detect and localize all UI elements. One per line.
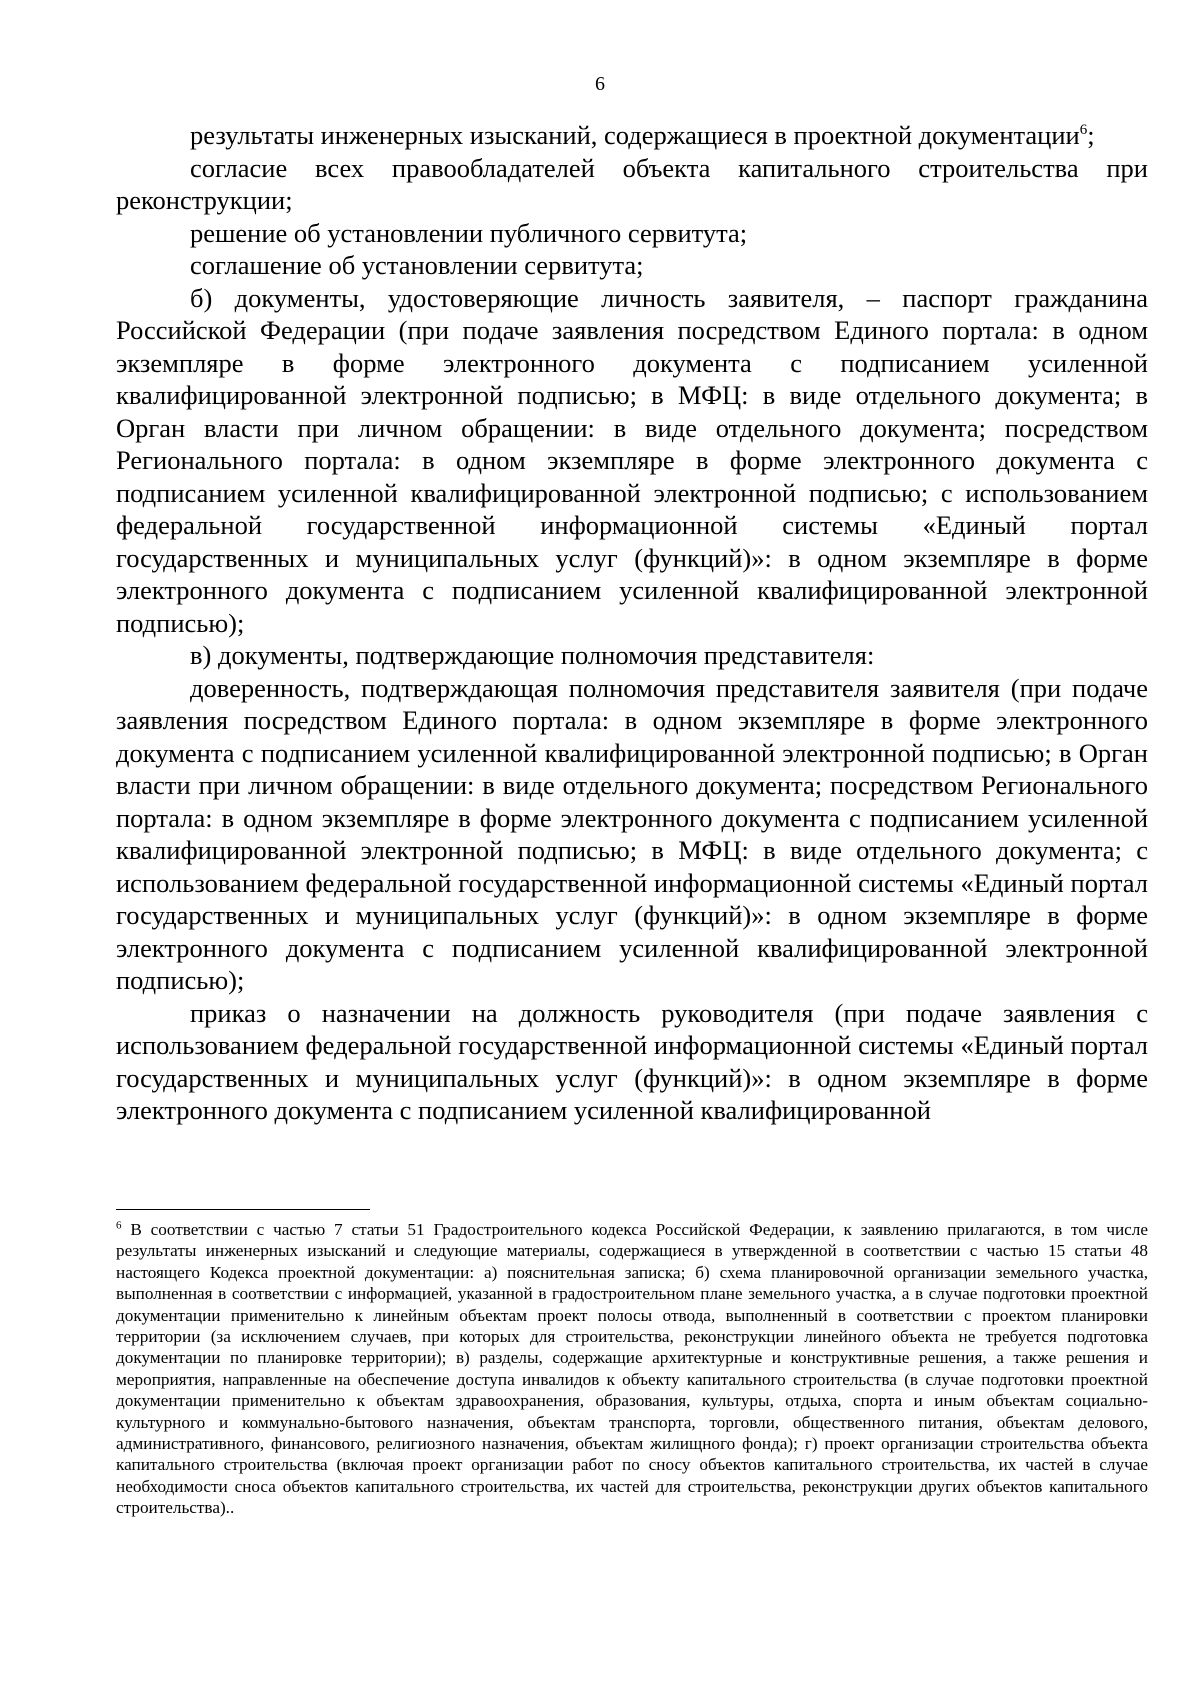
paragraph-public-easement: решение об установлении публичного сервитута; [190, 217, 748, 248]
paragraph-owners-consent: согласие всех правообладателей объекта капитального строительства при реконструкции; [116, 152, 1148, 215]
paragraph-identity-documents: б) документы, удостоверяющие личность заявителя, – паспорт гражданина Российской Федерации (при подаче заявления посредством Единого портала: в одном экземпляре в форме электронного документа с подписанием усиленной квалифицированной электронной подписью; в МФЦ: в виде отдельного документа; в Орган власти при личном обращении: в виде отдельного документа; посредством Регионального портала: в одном экземпляре в форме электронного документа с подписанием усиленной квалифицированной электронной подписью; с использованием федеральной государственной информационной системы «Единый портал государственных и муниципальных услуг (функций)»: в одном экземпляре в форме электронного документа с подписанием усиленной квалифицированной электронной подписью); [116, 282, 1148, 638]
paragraph-power-of-attorney: доверенность, подтверждающая полномочия представителя заявителя (при подаче заявления посредством Единого портала: в одном экземпляре в форме электронного документа с подписанием усиленной квалифицированной электронной подписью; в Орган власти при личном обращении: в виде отдельного документа; посредством Регионального портала: в одном экземпляре в форме электронного документа с подписанием усиленной квалифицированной электронной подписью; в МФЦ: в виде отдельного документа; с использованием федеральной государственной информационной системы «Единый портал государственных и муниципальных услуг (функций)»: в одном экземпляре в форме электронного документа с подписанием усиленной квалифицированной электронной подписью); [116, 672, 1148, 995]
paragraph-representative-documents: в) документы, подтверждающие полномочия представителя: [190, 640, 875, 670]
paragraph-text: результаты инженерных изысканий, содержащиеся в проектной документации [190, 120, 1080, 150]
footnote-text: В соответствии с частью 7 статьи 51 Градостроительного кодекса Российской Федерации, к заявлению прилагаются, в том числе результаты инженерных изысканий и следующие материалы, содержащиеся в утвержденной в соответствии с частью 15 статьи 48 настоящего Кодекса проектной документации: а) пояснительная записка; б) схема планировочной организации земельного участка, выполненная в соответствии с информацией, указанной в градостроительном плане земельного участка, а в случае подготовки проектной документации применительно к линейным объектам проект полосы отвода, выполненный в соответствии с проектом планировки территории (за исключением случаев, при которых для строительства, реконструкции линейного объекта не требуется подготовка документации по планировке территории); в) разделы, содержащие архитектурные и конструктивные решения, а также решения и мероприятия, направленные на обеспечение доступа инвалидов к объекту капитального строительства (в случае подготовки проектной документации применительно к объектам здравоохранения, образования, культуры, отдыха, спорта и иным объектам социально-культурного и коммунально-бытового назначения, объектам транспорта, торговли, общественного питания, объектам делового, административного, финансового, религиозного назначения, объектам жилищного фонда); г) проект организации строительства объекта капитального строительства (включая проект организации работ по сносу объектов капитального строительства, их частей в случае необходимости сноса объектов капитального строительства, их частей для строительства, реконструкции других объектов капитального строительства).. [116, 1220, 1148, 1518]
document-body [116, 119, 1148, 1127]
footnote-marker: 6 [116, 1219, 122, 1232]
footnote-reference[interactable]: 6 [1079, 122, 1088, 139]
footnote [116, 1219, 1148, 1519]
paragraph-easement-agreement: соглашение об установлении сервитута; [190, 250, 644, 280]
footnote-separator [116, 1209, 370, 1210]
paragraph-tail: ; [1087, 120, 1095, 150]
page-number: 6 [595, 73, 605, 95]
paragraph-survey-results [116, 119, 1148, 152]
paragraph-appointment-order: приказ о назначении на должность руководителя (при подаче заявления с использованием федеральной государственной информационной системы «Единый портал государственных и муниципальных услуг (функций)»: в одном экземпляре в форме электронного документа с подписанием усиленной квалифицированной [116, 997, 1148, 1125]
